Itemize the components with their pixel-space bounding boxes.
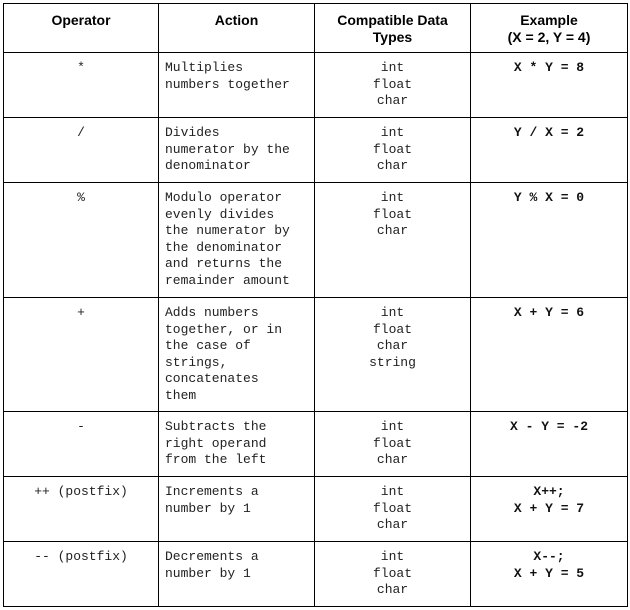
action-cell-line: Multiplies <box>165 60 244 75</box>
example-cell-line: Y % X = 0 <box>513 190 585 205</box>
table-row <box>4 118 628 183</box>
types-cell-line: char <box>376 223 409 239</box>
header-action: Action <box>159 4 315 53</box>
action-cell-line: number by 1 <box>165 500 251 516</box>
example-cell <box>471 53 628 118</box>
operator-cell <box>4 477 159 542</box>
action-cell-line: numerator by the <box>165 141 290 157</box>
example-cell <box>471 477 628 542</box>
example-cell-line: X + Y = 6 <box>513 305 585 320</box>
example-cell-line: X + Y = 7 <box>513 500 585 516</box>
example-cell <box>471 118 628 183</box>
action-cell-line: together, or in <box>165 321 283 337</box>
operators-table <box>3 3 628 607</box>
types-cell-line: char <box>376 338 409 354</box>
action-cell-line: the numerator by <box>165 223 290 239</box>
action-cell-line: remainder amount <box>165 272 290 288</box>
types-cell-line: int <box>380 60 405 75</box>
types-cell <box>315 298 471 412</box>
types-cell-line: float <box>372 141 412 157</box>
types-cell-line: float <box>372 435 412 451</box>
types-cell-line: int <box>380 190 405 205</box>
example-cell-line: X + Y = 5 <box>513 565 585 581</box>
action-cell <box>159 298 315 412</box>
types-cell <box>315 118 471 183</box>
action-cell <box>159 118 315 183</box>
example-cell <box>471 542 628 607</box>
operator-cell-line: % <box>77 190 85 205</box>
example-cell <box>471 183 628 298</box>
action-cell <box>159 542 315 607</box>
action-cell-line: Subtracts the <box>165 419 267 434</box>
action-cell-line: Divides <box>165 125 220 140</box>
table-row <box>4 53 628 118</box>
types-cell <box>315 53 471 118</box>
action-cell-line: strings, <box>165 354 228 370</box>
action-cell <box>159 53 315 118</box>
example-cell <box>471 412 628 477</box>
types-cell-line: string <box>369 354 416 370</box>
header-example-line: Example <box>520 12 578 28</box>
operator-cell-line: -- (postfix) <box>34 549 128 564</box>
action-cell-line: Increments a <box>165 484 259 499</box>
table-row <box>4 183 628 298</box>
types-cell-line: int <box>380 305 405 320</box>
table-row <box>4 542 628 607</box>
action-cell-line: Decrements a <box>165 549 259 564</box>
operator-cell-line: ++ (postfix) <box>34 484 128 499</box>
example-cell-line: X * Y = 8 <box>513 60 585 75</box>
operator-cell <box>4 118 159 183</box>
example-cell <box>471 298 628 412</box>
types-cell-line: float <box>372 321 412 337</box>
operator-cell <box>4 53 159 118</box>
action-cell <box>159 412 315 477</box>
header-row <box>4 4 628 53</box>
action-cell-line: evenly divides <box>165 206 275 222</box>
header-types-line: Types <box>372 29 413 45</box>
operator-cell <box>4 298 159 412</box>
header-operator: Operator <box>4 4 159 53</box>
types-cell-line: char <box>376 517 409 533</box>
types-cell-line: float <box>372 76 412 92</box>
types-cell-line: int <box>380 419 405 434</box>
action-cell <box>159 183 315 298</box>
operator-cell-line: * <box>77 60 85 75</box>
operator-cell-line: / <box>77 125 85 140</box>
action-cell-line: them <box>165 387 197 403</box>
header-example-line: (X = 2, Y = 4) <box>507 29 591 45</box>
action-cell-line: and returns the <box>165 256 283 272</box>
types-cell <box>315 542 471 607</box>
example-cell-line: X - Y = -2 <box>509 419 588 434</box>
action-cell-line: right operand <box>165 435 267 451</box>
types-cell <box>315 477 471 542</box>
types-cell-line: float <box>372 206 412 222</box>
table-row <box>4 412 628 477</box>
types-cell <box>315 412 471 477</box>
operator-cell <box>4 183 159 298</box>
action-cell <box>159 477 315 542</box>
action-cell-line: the case of <box>165 338 251 354</box>
table-row <box>4 298 628 412</box>
action-cell-line: denominator <box>165 158 251 174</box>
types-cell-line: float <box>372 500 412 516</box>
operator-cell-line: - <box>77 419 85 434</box>
table-row <box>4 477 628 542</box>
types-cell-line: int <box>380 549 405 564</box>
action-cell-line: from the left <box>165 452 267 468</box>
types-cell-line: char <box>376 158 409 174</box>
operator-cell-line: + <box>77 305 85 320</box>
action-cell-line: numbers together <box>165 76 290 92</box>
types-cell-line: float <box>372 565 412 581</box>
action-cell-line: the denominator <box>165 239 283 255</box>
example-cell-line: X--; <box>533 549 565 564</box>
header-types <box>315 4 471 53</box>
operator-cell <box>4 542 159 607</box>
operator-cell <box>4 412 159 477</box>
example-cell-line: X++; <box>533 484 565 499</box>
types-cell-line: int <box>380 125 405 140</box>
action-cell-line: Adds numbers <box>165 305 259 320</box>
example-cell-line: Y / X = 2 <box>513 125 585 140</box>
types-cell-line: char <box>376 93 409 109</box>
types-cell-line: char <box>376 582 409 598</box>
types-cell-line: int <box>380 484 405 499</box>
action-cell-line: Modulo operator <box>165 190 283 205</box>
header-types-line: Compatible Data <box>337 12 448 28</box>
header-example <box>471 4 628 53</box>
action-cell-line: concatenates <box>165 371 259 387</box>
types-cell-line: char <box>376 452 409 468</box>
types-cell <box>315 183 471 298</box>
action-cell-line: number by 1 <box>165 565 251 581</box>
